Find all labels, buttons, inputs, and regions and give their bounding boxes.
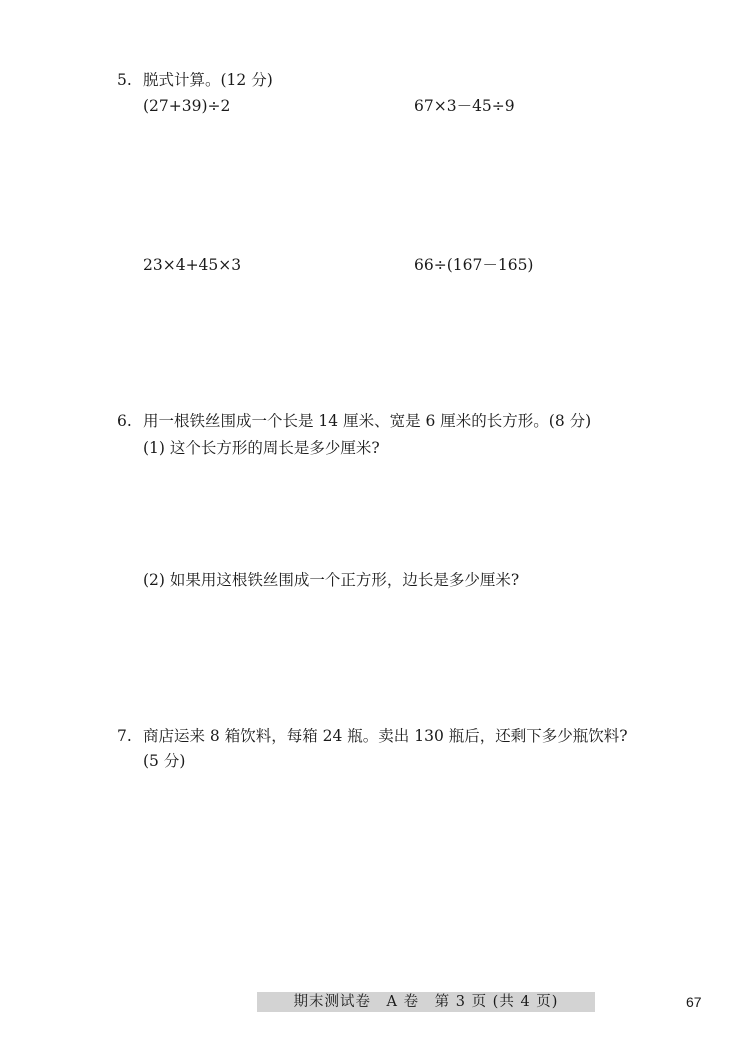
question-7-heading bbox=[117, 726, 628, 746]
question-5-title: 脱式计算。(12 分) bbox=[143, 71, 273, 89]
question-5-heading bbox=[117, 70, 273, 90]
question-6-sub-2: (2) 如果用这根铁丝围成一个正方形，边长是多少厘米? bbox=[143, 571, 520, 589]
question-6-title: 用一根铁丝围成一个长是 14 厘米、宽是 6 厘米的长方形。(8 分) bbox=[143, 412, 592, 430]
question-6-number: 6. bbox=[117, 412, 132, 430]
footer-label: 期末测试卷 A 卷 第 3 页 (共 4 页) bbox=[257, 992, 595, 1012]
question-7-title: 商店运来 8 箱饮料，每箱 24 瓶。卖出 130 瓶后，还剩下多少瓶饮料? bbox=[143, 727, 628, 745]
expression-3: 23×4+45×3 bbox=[143, 256, 242, 274]
question-6-heading bbox=[117, 411, 591, 431]
page-number: 67 bbox=[686, 994, 702, 1010]
question-6-sub-1: (1) 这个长方形的周长是多少厘米? bbox=[143, 439, 380, 457]
question-7-score: (5 分) bbox=[143, 752, 186, 770]
question-7-number: 7. bbox=[117, 727, 132, 745]
expression-4: 66÷(167－165) bbox=[414, 256, 534, 274]
question-5-number: 5. bbox=[117, 71, 132, 89]
expression-1: (27+39)÷2 bbox=[143, 97, 231, 115]
expression-2: 67×3－45÷9 bbox=[414, 97, 515, 115]
